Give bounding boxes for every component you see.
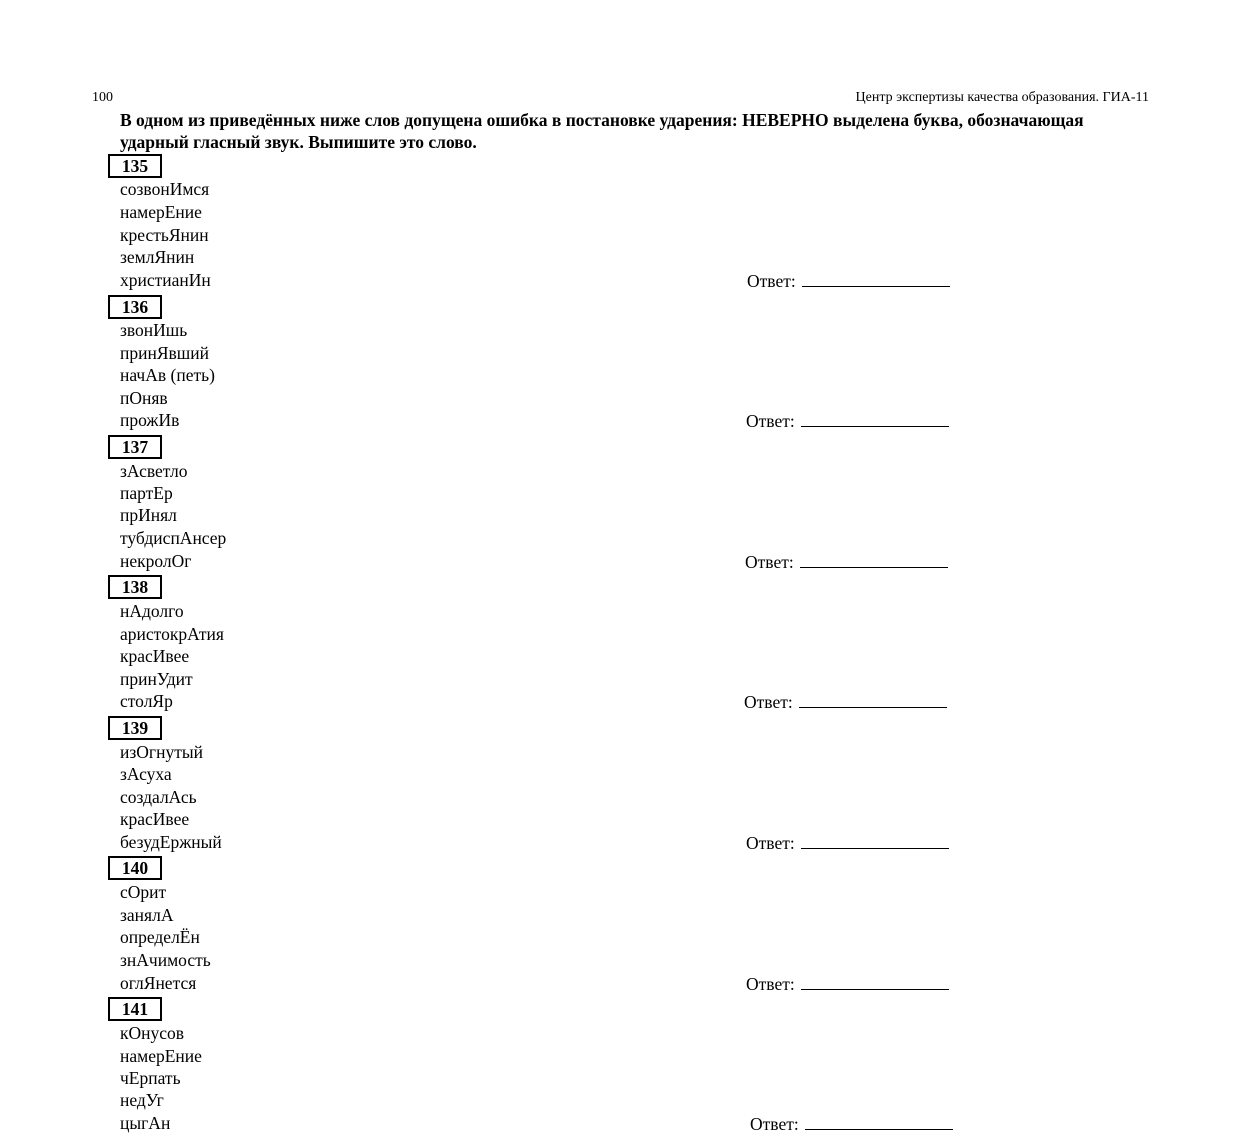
word-option: крестьЯнин <box>120 225 209 245</box>
task-number-box: 141 <box>108 997 162 1021</box>
task-number-box: 139 <box>108 716 162 740</box>
task-number-box: 137 <box>108 435 162 459</box>
answer-field[interactable] <box>747 269 950 292</box>
word-option: пОняв <box>120 388 168 408</box>
word-option: безудЕржный <box>120 832 222 852</box>
task-number-box: 138 <box>108 575 162 599</box>
word-option: принУдит <box>120 669 193 689</box>
answer-field[interactable] <box>746 831 949 854</box>
word-option: намерЕние <box>120 202 202 222</box>
word-option: намерЕние <box>120 1046 202 1066</box>
word-option: столЯр <box>120 691 173 711</box>
word-option: партЕр <box>120 483 173 503</box>
word-option: прИнял <box>120 505 177 525</box>
answer-label: Ответ: <box>746 411 795 431</box>
answer-field[interactable] <box>745 550 948 573</box>
word-option: кОнусов <box>120 1023 185 1043</box>
task-number-box: 136 <box>108 295 162 319</box>
answer-label: Ответ: <box>744 692 793 712</box>
answer-label: Ответ: <box>745 552 794 572</box>
instruction-text: В одном из приведённых ниже слов допущена ошибка в постановке ударения: НЕВЕРНО выделена буква, обозначающая ударный гласный звук. Выпишите это слово. <box>120 110 1084 152</box>
word-option: цыгАн <box>120 1113 171 1133</box>
word-option: создалАсь <box>120 787 197 807</box>
word-option: начАв (петь) <box>120 365 215 385</box>
word-option: зАсуха <box>120 764 172 784</box>
word-option: некролОг <box>120 551 192 571</box>
answer-field[interactable] <box>746 972 949 995</box>
word-option: красИвее <box>120 646 190 666</box>
word-option: изОгнутый <box>120 742 203 762</box>
page-number: 100 <box>92 90 113 105</box>
word-option: нАдолго <box>120 601 184 621</box>
word-option: христианИн <box>120 270 211 290</box>
word-option: тубдиспАнсер <box>120 528 227 548</box>
answer-line[interactable] <box>801 831 949 849</box>
task-number-box: 140 <box>108 856 162 880</box>
answer-field[interactable] <box>750 1112 953 1135</box>
answer-line[interactable] <box>800 550 948 568</box>
word-option: оглЯнется <box>120 973 197 993</box>
answer-label: Ответ: <box>746 833 795 853</box>
word-option: аристокрАтия <box>120 624 224 644</box>
word-option: прожИв <box>120 410 180 430</box>
word-option: сОрит <box>120 882 167 902</box>
answer-field[interactable] <box>744 690 947 713</box>
answer-label: Ответ: <box>747 271 796 291</box>
word-option: землЯнин <box>120 247 195 267</box>
word-option: зАсветло <box>120 461 188 481</box>
answer-line[interactable] <box>801 409 949 427</box>
answer-field[interactable] <box>746 409 949 432</box>
task-number-box: 135 <box>108 154 162 178</box>
word-option: красИвее <box>120 809 190 829</box>
answer-line[interactable] <box>802 269 950 287</box>
answer-label: Ответ: <box>746 974 795 994</box>
word-option: занялА <box>120 905 174 925</box>
answer-label: Ответ: <box>750 1114 799 1134</box>
word-option: чЕрпать <box>120 1068 181 1088</box>
word-option: определЁн <box>120 927 200 947</box>
word-option: знАчимость <box>120 950 211 970</box>
word-option: созвонИмся <box>120 179 210 199</box>
answer-line[interactable] <box>801 972 949 990</box>
answer-line[interactable] <box>805 1112 953 1130</box>
word-option: принЯвший <box>120 343 209 363</box>
header-title: Центр экспертизы качества образования. ГИА-11 <box>855 90 1149 105</box>
answer-line[interactable] <box>799 690 947 708</box>
word-option: звонИшь <box>120 320 188 340</box>
word-option: недУг <box>120 1090 164 1110</box>
